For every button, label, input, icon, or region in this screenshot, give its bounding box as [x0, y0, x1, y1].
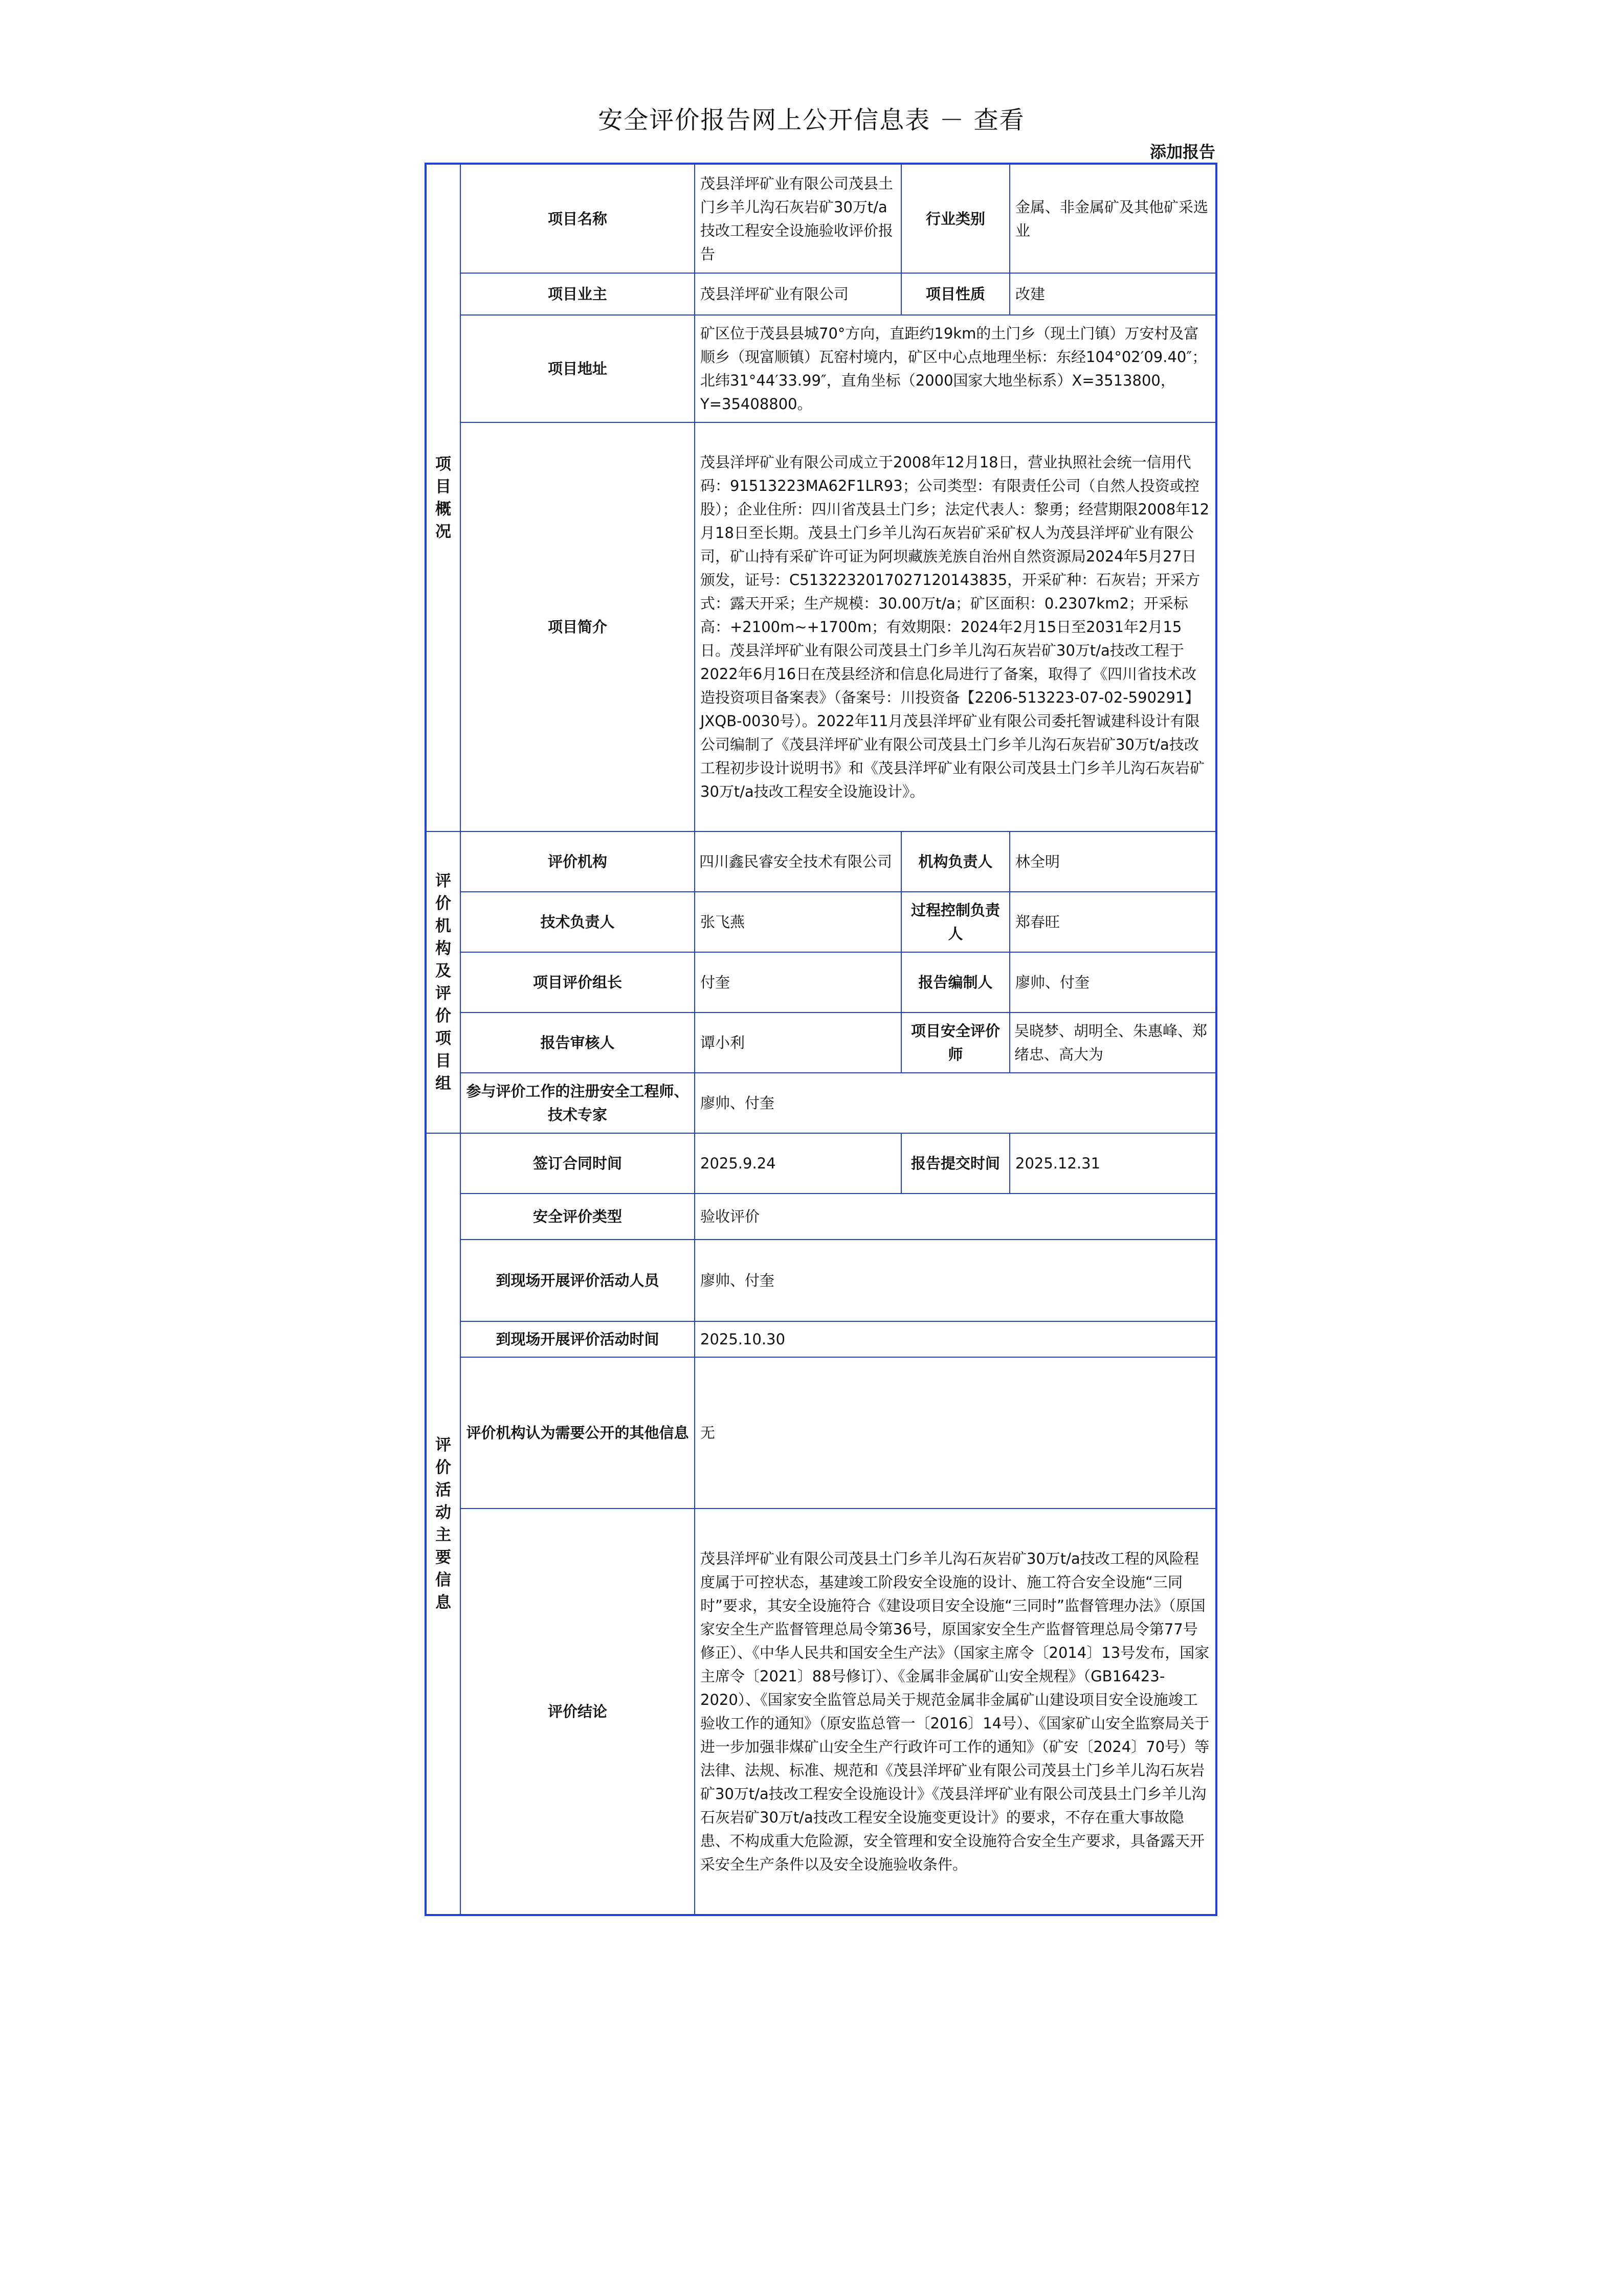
- value-other: 无: [695, 1357, 1216, 1509]
- row-project-name: [426, 164, 1216, 273]
- value-type: 验收评价: [695, 1194, 1216, 1240]
- label-org-head: 机构负责人: [901, 831, 1010, 892]
- value-assessors: 吴晓梦、胡明全、朱惠峰、郑绪忠、高大为: [1010, 1012, 1216, 1073]
- info-table: [425, 163, 1217, 1916]
- row-tech: [426, 892, 1216, 952]
- row-other: [426, 1357, 1216, 1509]
- label-nature: 项目性质: [901, 273, 1010, 315]
- label-assessors: 项目安全评价师: [901, 1012, 1010, 1073]
- label-industry: 行业类别: [901, 164, 1010, 273]
- label-owner: 项目业主: [460, 273, 695, 315]
- row-reviewer: [426, 1012, 1216, 1073]
- label-site-time: 到现场开展评价活动时间: [460, 1321, 695, 1357]
- row-address: [426, 315, 1216, 422]
- label-other: 评价机构认为需要公开的其他信息: [460, 1357, 695, 1509]
- section-header-overview: 项目概况: [426, 164, 460, 831]
- section-header-org: 评价机构及评价项目组: [426, 831, 460, 1133]
- value-experts: 廖帅、付奎: [695, 1073, 1216, 1133]
- label-contract: 签订合同时间: [460, 1133, 695, 1194]
- value-org: 四川鑫民睿安全技术有限公司: [695, 831, 901, 892]
- row-owner: [426, 273, 1216, 315]
- row-contract: [426, 1133, 1216, 1194]
- section-header-activity: 评价活动主要信息: [426, 1133, 460, 1915]
- row-org: [426, 831, 1216, 892]
- label-tech: 技术负责人: [460, 892, 695, 952]
- label-intro: 项目简介: [460, 422, 695, 831]
- value-submit: 2025.12.31: [1010, 1133, 1216, 1194]
- value-intro: 茂县洋坪矿业有限公司成立于2008年12月18日，营业执照社会统一信用代码：91513223MA62F1LR93；公司类型：有限责任公司（自然人投资或控股）；企业住所：四川省茂县土门乡；法定代表人：黎勇；经营期限2008年12月18日至长期。茂县土门乡羊儿沟石灰岩矿采矿权人为茂县洋坪矿业有限公司，矿山持有采矿许可证为阿坝藏族羌族自治州自然资源局2024年5月27日颁发，证号：C5132232017027120143835，开采矿种：石灰岩；开采方式：露天开采；生产规模：30.00万t/a；矿区面积：0.2307km2；开采标高：+2100m~+1700m；有效期限：2024年2月15日至2031年2月15日。茂县洋坪矿业有限公司茂县土门乡羊儿沟石灰岩矿30万t/a技改工程于2022年6月16日在茂县经济和信息化局进行了备案，取得了《四川省技术改造投资项目备案表》（备案号：川投资备【2206-513223-07-02-590291】JXQB-0030号）。2022年11月茂县洋坪矿业有限公司委托智诚建科设计有限公司编制了《茂县洋坪矿业有限公司茂县土门乡羊儿沟石灰岩矿30万t/a技改工程初步设计说明书》和《茂县洋坪矿业有限公司茂县土门乡羊儿沟石灰岩矿30万t/a技改工程安全设施设计》。: [695, 422, 1216, 831]
- value-owner: 茂县洋坪矿业有限公司: [695, 273, 901, 315]
- label-reviewer: 报告审核人: [460, 1012, 695, 1073]
- value-contract: 2025.9.24: [695, 1133, 901, 1194]
- label-project-name: 项目名称: [460, 164, 695, 273]
- row-type: [426, 1194, 1216, 1240]
- label-submit: 报告提交时间: [901, 1133, 1010, 1194]
- label-writer: 报告编制人: [901, 952, 1010, 1012]
- label-conclusion: 评价结论: [460, 1509, 695, 1915]
- value-writer: 廖帅、付奎: [1010, 952, 1216, 1012]
- value-project-name: 茂县洋坪矿业有限公司茂县土门乡羊儿沟石灰岩矿30万t/a技改工程安全设施验收评价报告: [695, 164, 901, 273]
- value-reviewer: 谭小利: [695, 1012, 901, 1073]
- row-intro: [426, 422, 1216, 831]
- value-nature: 改建: [1010, 273, 1216, 315]
- value-conclusion: 茂县洋坪矿业有限公司茂县土门乡羊儿沟石灰岩矿30万t/a技改工程的风险程度属于可控状态，基建竣工阶段安全设施的设计、施工符合安全设施“三同时”要求，其安全设施符合《建设项目安全设施“三同时”监督管理办法》（原国家安全生产监督管理总局令第36号，原国家安全生产监督管理总局令第77号修正）、《中华人民共和国安全生产法》（国家主席令〔2014〕13号发布，国家主席令〔2021〕88号修订）、《金属非金属矿山安全规程》（GB16423-2020）、《国家安全监管总局关于规范金属非金属矿山建设项目安全设施竣工验收工作的通知》（原安监总管一〔2016〕14号）、《国家矿山安全监察局关于进一步加强非煤矿山安全生产行政许可工作的通知》（矿安〔2024〕70号）等法律、法规、标准、规范和《茂县洋坪矿业有限公司茂县土门乡羊儿沟石灰岩矿30万t/a技改工程安全设施设计》《茂县洋坪矿业有限公司茂县土门乡羊儿沟石灰岩矿30万t/a技改工程安全设施变更设计》的要求，不存在重大事故隐患、不构成重大危险源，安全管理和安全设施符合安全生产要求，具备露天开采安全生产条件以及安全设施验收条件。: [695, 1509, 1216, 1915]
- label-type: 安全评价类型: [460, 1194, 695, 1240]
- value-address: 矿区位于茂县县城70°方向，直距约19km的土门乡（现土门镇）万安村及富顺乡（现富顺镇）瓦窑村境内，矿区中心点地理坐标：东经104°02′09.40″；北纬31°44′33.99″，直角坐标（2000国家大地坐标系）X=3513800，Y=35408800。: [695, 315, 1216, 422]
- value-site-people: 廖帅、付奎: [695, 1240, 1216, 1321]
- row-conclusion: [426, 1509, 1216, 1915]
- label-leader: 项目评价组长: [460, 952, 695, 1012]
- page-title: 安全评价报告网上公开信息表 － 查看: [598, 106, 1025, 134]
- label-address: 项目地址: [460, 315, 695, 422]
- label-site-people: 到现场开展评价活动人员: [460, 1240, 695, 1321]
- add-report-link[interactable]: 添加报告: [1149, 142, 1215, 162]
- row-leader: [426, 952, 1216, 1012]
- label-experts: 参与评价工作的注册安全工程师、技术专家: [460, 1073, 695, 1133]
- label-org: 评价机构: [460, 831, 695, 892]
- value-org-head: 林全明: [1010, 831, 1216, 892]
- value-process: 郑春旺: [1010, 892, 1216, 952]
- row-site-people: [426, 1240, 1216, 1321]
- value-industry: 金属、非金属矿及其他矿采选业: [1010, 164, 1216, 273]
- value-leader: 付奎: [695, 952, 901, 1012]
- value-tech: 张飞燕: [695, 892, 901, 952]
- label-process: 过程控制负责人: [901, 892, 1010, 952]
- row-experts: [426, 1073, 1216, 1133]
- row-site-time: [426, 1321, 1216, 1357]
- value-site-time: 2025.10.30: [695, 1321, 1216, 1357]
